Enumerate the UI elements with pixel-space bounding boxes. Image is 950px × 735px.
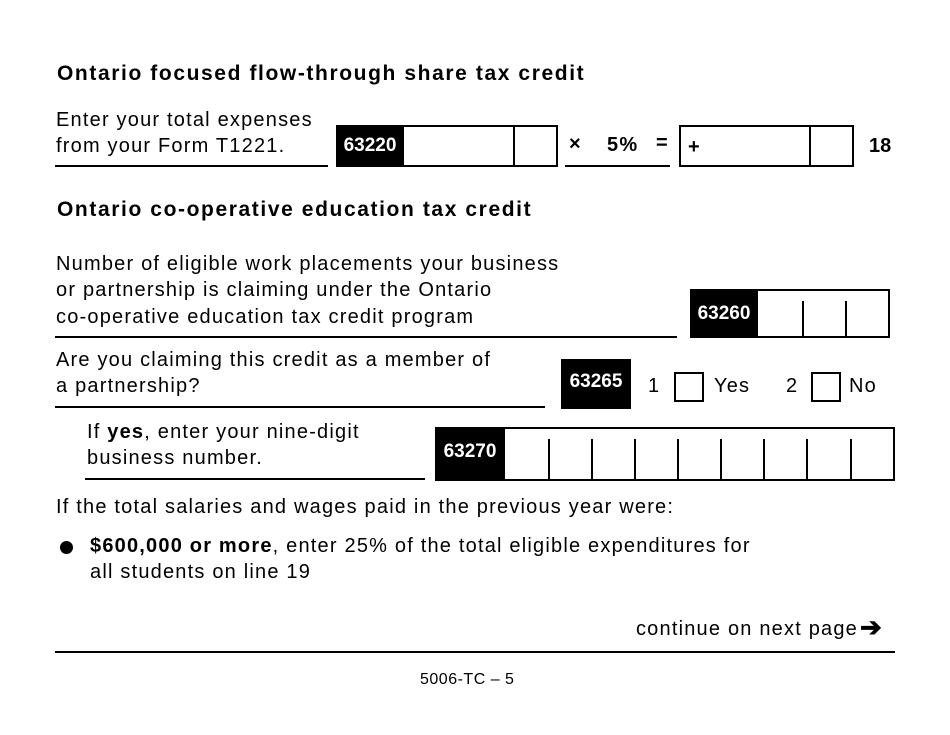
cell-divider bbox=[548, 439, 550, 481]
cents-divider bbox=[809, 125, 811, 167]
continue-note: continue on next page bbox=[635, 618, 858, 640]
section-title: Ontario co-operative education tax credit bbox=[57, 198, 533, 221]
label: Number of eligible work placements your business bbox=[56, 253, 560, 275]
text: , enter your nine-digit bbox=[144, 421, 360, 443]
label: Enter your total expenses bbox=[56, 109, 313, 131]
label: a partnership? bbox=[56, 375, 201, 397]
no-label: No bbox=[849, 375, 877, 397]
times-sign: × bbox=[569, 133, 582, 155]
arrow-right-icon: ➔ bbox=[860, 612, 882, 642]
bullet-text bbox=[90, 534, 751, 558]
no-checkbox[interactable] bbox=[811, 372, 841, 402]
label: or partnership is claiming under the Ontario bbox=[56, 279, 493, 301]
cell-divider bbox=[806, 439, 808, 481]
result-input[interactable] bbox=[679, 125, 854, 167]
footer-divider bbox=[55, 651, 895, 653]
cell-divider bbox=[802, 301, 804, 338]
divider bbox=[55, 336, 677, 338]
label: from your Form T1221. bbox=[56, 135, 286, 157]
plus-sign: + bbox=[688, 136, 701, 158]
divider bbox=[565, 165, 670, 167]
cell-divider bbox=[591, 439, 593, 481]
cell-divider bbox=[845, 301, 847, 338]
section-title: Ontario focused flow-through share tax credit bbox=[57, 62, 586, 85]
line-code: 63270 bbox=[435, 427, 505, 481]
option-number: 2 bbox=[786, 375, 799, 397]
text-bold: $600,000 or more bbox=[90, 535, 273, 557]
instruction: If the total salaries and wages paid in the previous year were: bbox=[56, 496, 675, 518]
rate: 5% bbox=[607, 134, 639, 156]
line-code: 63265 bbox=[561, 359, 631, 409]
cell-divider bbox=[634, 439, 636, 481]
text: , enter 25% of the total eligible expenditures for bbox=[272, 535, 751, 557]
cell-divider bbox=[850, 439, 852, 481]
yes-label: Yes bbox=[714, 375, 751, 397]
cell-divider bbox=[720, 439, 722, 481]
divider bbox=[55, 165, 328, 167]
label bbox=[87, 420, 360, 444]
label: Are you claiming this credit as a member of bbox=[56, 349, 492, 371]
page-number: 5006-TC – 5 bbox=[420, 671, 515, 688]
label: business number. bbox=[87, 447, 263, 469]
line-number: 18 bbox=[869, 135, 892, 157]
line-code: 63220 bbox=[336, 125, 404, 167]
bullet-text: all students on line 19 bbox=[90, 561, 312, 583]
cell-divider bbox=[763, 439, 765, 481]
line-code: 63260 bbox=[690, 289, 758, 338]
divider bbox=[85, 478, 425, 480]
text: If bbox=[87, 421, 108, 443]
label: co-operative education tax credit program bbox=[56, 306, 475, 328]
bullet-icon bbox=[60, 541, 73, 554]
divider bbox=[55, 406, 545, 408]
option-number: 1 bbox=[648, 375, 661, 397]
text-bold: yes bbox=[107, 421, 145, 443]
equals-sign: = bbox=[656, 132, 669, 154]
cell-divider bbox=[677, 439, 679, 481]
yes-checkbox[interactable] bbox=[674, 372, 704, 402]
cents-divider bbox=[513, 125, 515, 167]
